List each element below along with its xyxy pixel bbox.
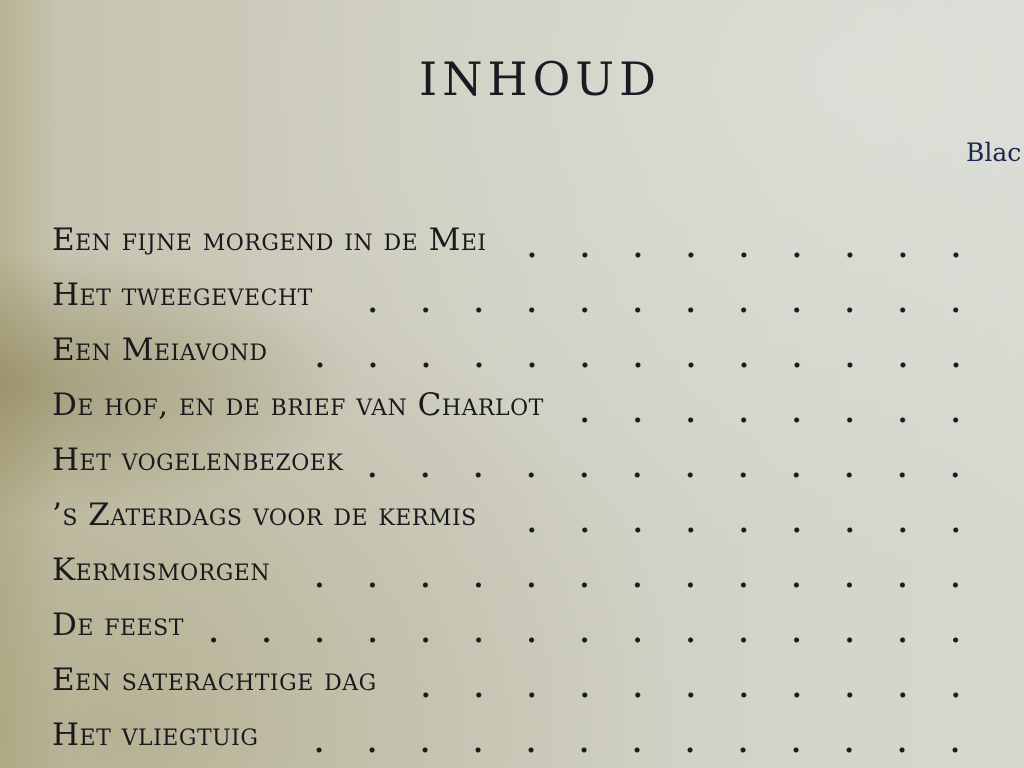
toc-entry-title: Het vogelenbezoek: [52, 442, 344, 478]
toc-entry: [52, 442, 982, 497]
toc-entry: [52, 387, 982, 442]
toc-entry: [52, 332, 982, 387]
dot-leader: [558, 416, 982, 424]
toc-entry: [52, 222, 982, 277]
page-number-column-header: Blac: [966, 138, 1022, 167]
dot-leader: [272, 746, 982, 754]
page-heading: INHOUD: [419, 52, 661, 106]
toc-entry-title: Het vliegtuig: [52, 717, 259, 753]
toc-entry-title: Een saterachtige dag: [52, 662, 377, 698]
toc-entry-title: De feest: [52, 607, 184, 643]
dot-leader: [198, 636, 982, 644]
toc-entry: [52, 662, 982, 717]
dot-leader: [391, 691, 982, 699]
toc-entry: [52, 277, 982, 332]
dot-leader: [284, 581, 982, 589]
dot-leader: [282, 361, 982, 369]
toc-entry-title: De hof, en de brief van Charlot: [52, 387, 544, 423]
toc-entry: [52, 717, 982, 768]
table-of-contents: [52, 222, 982, 768]
toc-entry: [52, 497, 982, 552]
toc-entry-title: Kermismorgen: [52, 552, 271, 588]
dot-leader: [357, 471, 982, 479]
toc-entry: [52, 607, 982, 662]
toc-entry-title: Het tweegevecht: [52, 277, 313, 313]
dot-leader: [491, 526, 982, 534]
toc-entry-title: Een fijne morgend in de Mei: [52, 222, 487, 258]
toc-entry: [52, 552, 982, 607]
toc-entry-title: Een Meiavond: [52, 332, 268, 368]
dot-leader: [327, 306, 982, 314]
dot-leader: [501, 251, 982, 259]
toc-entry-title: ’s Zaterdags voor de kermis: [52, 497, 477, 533]
